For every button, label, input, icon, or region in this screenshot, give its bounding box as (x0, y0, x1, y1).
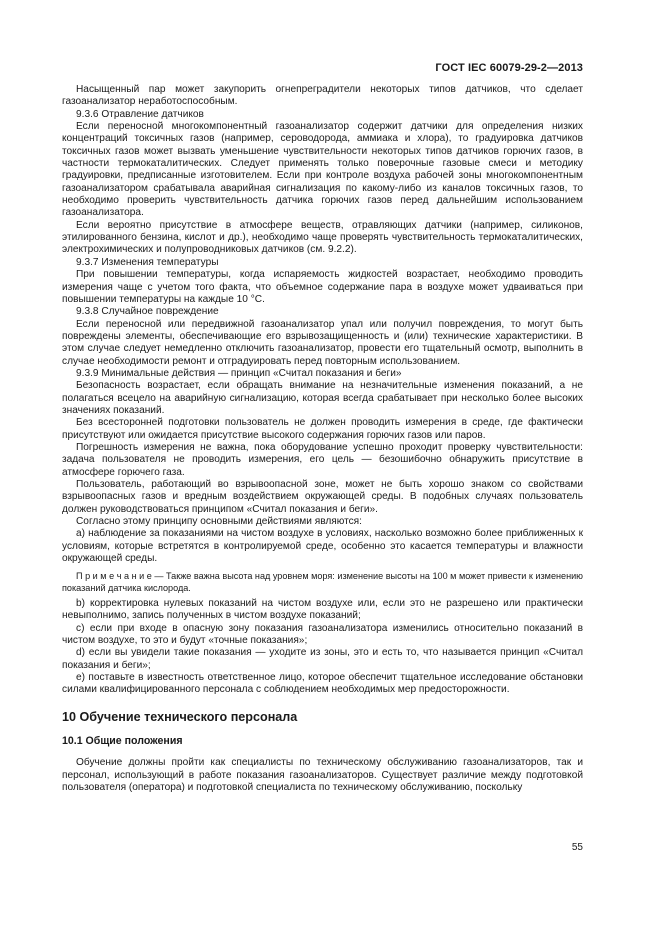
note-label: П р и м е ч а н и е (76, 571, 152, 582)
paragraph: Если переносной или передвижной газоанализатор упал или получил повреждения, то могут быть повреждены элементы, обеспечивающие его взрывозащищенность и (или) технические характеристики. В этом случае следует немедленно отключить газоанализатор, провести его тщательный осмотр, выполнить в случае необходимости ремонт и отградуировать перед повторным использованием. (62, 318, 583, 367)
standard-header: ГОСТ IEC 60079-29-2—2013 (435, 62, 583, 74)
paragraph: При повышении температуры, когда испаряемость жидкостей возрастает, необходимо проводить измерения чаще с учетом того факта, что объемное содержание пара в воздухе может удваиваться при повышении температуры на каждые 10 °С. (62, 269, 583, 305)
subsection-heading-9-3-8: 9.3.8 Случайное повреждение (76, 306, 219, 318)
note-text: — Также важна высота над уровнем моря: изменение высоты на 100 м может привести к изменению показаний датчика кислорода. (62, 571, 583, 593)
paragraph: Если вероятно присутствие в атмосфере веществ, отравляющих датчики (например, силиконов, этилированного бензина, кислот и др.), необходимо чаще проверять чувствительность термокаталитических, электрохимических и полупроводниковых датчиков (см. 9.2.2). (62, 219, 583, 256)
note (62, 571, 583, 593)
paragraph: Безопасность возрастает, если обращать внимание на незначительные изменения показаний, а не полагаться всецело на аварийную сигнализацию, которая всегда срабатывает при несколько более высоких значениях показаний. (62, 380, 583, 416)
paragraph: Пользователь, работающий во взрывоопасной зоне, может не быть хорошо знаком со свойствами взрывоопасных газов и вредным воздействием окружающей среды. В подобных случаях пользователь должен руководствоваться принципом «Считал показания и беги». (62, 479, 583, 515)
page-number: 55 (571, 842, 583, 853)
list-item-a: а) наблюдение за показаниями на чистом воздухе в условиях, насколько возможно более приближенных к условиям, которые встретятся в контролируемой среде, особенно это касается температуры и влажности окружающей среды. (62, 528, 583, 565)
subsection-heading-9-3-6: 9.3.6 Отравление датчиков (76, 108, 204, 120)
paragraph: Погрешность измерения не важна, пока оборудование успешно проходит проверку чувствительности: задача пользователя не проводить измерения, его цель — безошибочно обнаружить присутствие в атмосфере горючего газа. (62, 441, 583, 478)
paragraph: Насыщенный пар может закупорить огнепреградители некоторых типов датчиков, что сделает газоанализатор неработоспособным. (62, 84, 583, 108)
list-item-d: d) если вы увидели такие показания — уходите из зоны, это и есть то, что называется принцип «Считал показания и беги»; (62, 647, 583, 671)
subsection-heading-9-3-7: 9.3.7 Изменения температуры (76, 256, 219, 268)
list-item-e: е) поставьте в известность ответственное лицо, которое обеспечит тщательное исследование обстановки силами квалифицированного персонала с соблюдением необходимых мер предосторожности. (62, 671, 583, 696)
paragraph: Согласно этому принципу основными действиями являются: (76, 516, 362, 528)
list-item-b: b) корректировка нулевых показаний на чистом воздухе или, если это не разрешено или практически невыполнимо, запись полученных в чистом воздухе показаний; (62, 597, 583, 622)
list-item-c: с) если при входе в опасную зону показания газоанализатора изменились относительно показаний в чистом воздухе, то это и будут «точные показания»; (62, 622, 583, 646)
paragraph: Обучение должны пройти как специалисты по техническому обслуживанию газоанализаторов, так и персонал, использующий в работе показания газоанализаторов. Существует различие между подготовкой пользователя (оператора) и подготовкой специалиста по техническому обслуживанию, поскольку (62, 757, 583, 793)
paragraph: Без всесторонней подготовки пользователь не должен проводить измерения в среде, где фактически присутствуют или ожидается присутствие высокого содержания горючих газов или паров. (62, 417, 583, 441)
section-heading-10: 10 Обучение технического персонала (62, 709, 298, 724)
section-heading-10-1: 10.1 Общие положения (62, 734, 183, 747)
paragraph: Если переносной многокомпонентный газоанализатор содержит датчики для определения низких концентраций токсичных газов (например, сероводорода, аммиака и хлора), то градуировка датчиков токсичных газов может вызвать уменьшение чувствительности некоторых типов датчиков горючих газов, в частности термокаталитических. Следует применять только поверочные газовые смеси и методику градуировки, предписанные изготовителем. Если при контроле воздуха рабочей зоны многокомпонентным газоанализатором срабатывала аварийная сигнализация по какому-либо из каналов токсичных газов, то необходимо проверить чувствительность датчика горючих газов перед дальнейшим использованием газоанализатора. (62, 121, 583, 219)
subsection-heading-9-3-9: 9.3.9 Минимальные действия — принцип «Считал показания и беги» (76, 367, 402, 379)
page-body (62, 84, 583, 794)
